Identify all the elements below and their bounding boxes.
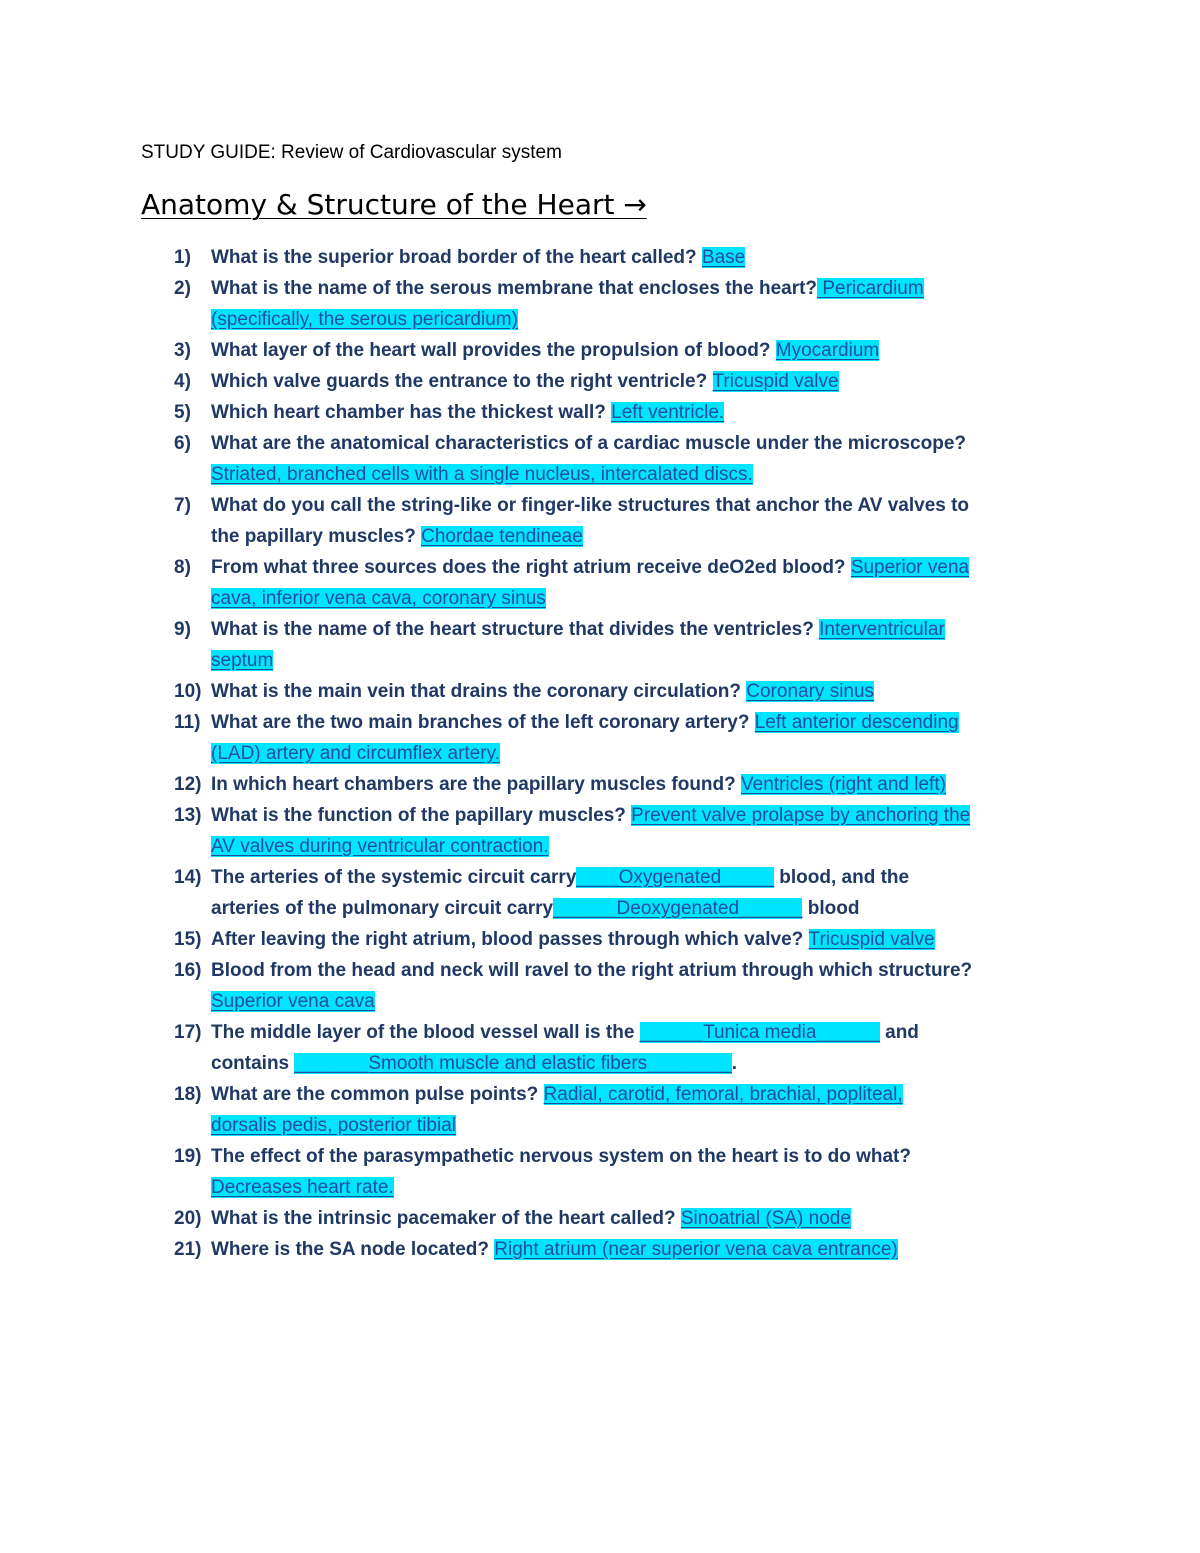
question-number: 5) xyxy=(174,402,191,423)
question-text: What is the name of the serous membrane that encloses the heart? xyxy=(211,278,818,299)
question-continuation xyxy=(211,583,546,614)
question-continuation xyxy=(211,1172,394,1203)
question-text: . xyxy=(731,1053,737,1074)
question-text: The effect of the parasympathetic nervous system on the heart is to do what? xyxy=(211,1146,911,1167)
question-number: 18) xyxy=(174,1084,202,1105)
question-number: 19) xyxy=(174,1146,202,1167)
question-item xyxy=(211,676,874,707)
question-item xyxy=(211,552,969,583)
question-number: 21) xyxy=(174,1239,202,1260)
question-continuation xyxy=(211,304,518,335)
question-text: What is the name of the heart structure that divides the ventricles? xyxy=(211,619,820,640)
question-text: What is the intrinsic pacemaker of the heart called? xyxy=(211,1208,681,1229)
question-item xyxy=(211,1203,851,1234)
question-text: and xyxy=(879,1022,919,1043)
question-text: blood xyxy=(802,898,860,919)
question-text: What do you call the string-like or finger-like structures that anchor the AV valves to xyxy=(211,495,970,516)
question-number: 14) xyxy=(174,867,202,888)
question-text: Which valve guards the entrance to the right ventricle? xyxy=(211,371,713,392)
answer-text: Ventricles (right and left) xyxy=(741,774,946,795)
answer-blank: ____ xyxy=(576,867,619,888)
question-text: The arteries of the systemic circuit carry xyxy=(211,867,577,888)
answer-text: cava, inferior vena cava, coronary sinus xyxy=(211,588,546,609)
question-text: In which heart chambers are the papillary muscles found? xyxy=(211,774,742,795)
question-number: 3) xyxy=(174,340,191,361)
question-item xyxy=(211,335,879,366)
question-item xyxy=(211,924,935,955)
question-number: 17) xyxy=(174,1022,202,1043)
answer-text: Smooth muscle and elastic fibers xyxy=(368,1053,648,1074)
question-text: blood, and the xyxy=(773,867,910,888)
question-continuation xyxy=(211,645,273,676)
question-number: 20) xyxy=(174,1208,202,1229)
question-text: the papillary muscles? xyxy=(211,526,422,547)
question-item xyxy=(211,614,945,645)
question-continuation xyxy=(211,521,583,552)
question-number: 16) xyxy=(174,960,202,981)
question-item xyxy=(211,242,745,273)
section-heading: Anatomy & Structure of the Heart → xyxy=(141,188,647,221)
question-number: 12) xyxy=(174,774,202,795)
question-number: 8) xyxy=(174,557,191,578)
question-continuation xyxy=(211,831,549,862)
question-text: The middle layer of the blood vessel wall is the xyxy=(211,1022,640,1043)
answer-blank: _______ xyxy=(294,1053,369,1074)
question-text: After leaving the right atrium, blood passes through which valve? xyxy=(211,929,809,950)
answer-text: Decreases heart rate. xyxy=(211,1177,394,1198)
question-continuation xyxy=(211,986,375,1017)
question-text: What layer of the heart wall provides the propulsion of blood? xyxy=(211,340,776,361)
answer-blank: ________ xyxy=(647,1053,732,1074)
answer-text: Pericardium xyxy=(817,278,924,299)
question-text: contains xyxy=(211,1053,295,1074)
answer-text: Radial, carotid, femoral, brachial, popliteal, xyxy=(543,1084,903,1105)
question-item xyxy=(211,955,972,986)
answer-text: (specifically, the serous pericardium) xyxy=(211,309,518,330)
answer-text: Myocardium xyxy=(775,340,880,361)
answer-text: (LAD) artery and circumflex artery. xyxy=(211,743,500,764)
question-number: 15) xyxy=(174,929,202,950)
answer-text: Superior vena xyxy=(850,557,970,578)
question-number: 11) xyxy=(174,712,201,733)
answer-text: Superior vena cava xyxy=(211,991,375,1012)
answer-text: Deoxygenated xyxy=(616,898,740,919)
answer-blank: ______ xyxy=(553,898,617,919)
question-text: What is the superior broad border of the heart called? xyxy=(211,247,702,268)
answer-text: Tricuspid valve xyxy=(712,371,839,392)
answer-text: Coronary sinus xyxy=(746,681,875,702)
answer-text: Tunica media xyxy=(703,1022,817,1043)
answer-text: Right atrium (near superior vena cava entrance) xyxy=(494,1239,898,1260)
question-continuation xyxy=(211,738,500,769)
answer-text: Sinoatrial (SA) node xyxy=(680,1208,851,1229)
question-text: What is the function of the papillary muscles? xyxy=(211,805,632,826)
question-text: What are the two main branches of the left coronary artery? xyxy=(211,712,755,733)
question-item xyxy=(211,428,966,459)
question-item xyxy=(211,366,839,397)
question-item xyxy=(211,862,909,893)
question-number: 6) xyxy=(174,433,191,454)
answer-text: septum xyxy=(211,650,274,671)
answer-blank: ______ xyxy=(739,898,803,919)
question-text: Where is the SA node located? xyxy=(211,1239,495,1260)
question-item xyxy=(211,397,724,428)
answer-blank: ______ xyxy=(639,1022,704,1043)
answer-text: Left anterior descending xyxy=(754,712,959,733)
answer-text: AV valves during ventricular contraction. xyxy=(211,836,549,857)
question-number: 13) xyxy=(174,805,202,826)
question-number: 7) xyxy=(174,495,191,516)
answer-text: dorsalis pedis, posterior tibial xyxy=(211,1115,457,1136)
answer-text: Prevent valve prolapse by anchoring the xyxy=(631,805,971,826)
question-text: What is the main vein that drains the coronary circulation? xyxy=(211,681,747,702)
question-text: From what three sources does the right atrium receive deO2ed blood? xyxy=(211,557,851,578)
question-item xyxy=(211,1234,898,1265)
question-number: 4) xyxy=(174,371,191,392)
answer-text: Chordae tendineae xyxy=(421,526,583,547)
question-item xyxy=(211,1017,919,1048)
answer-text: Oxygenated xyxy=(618,867,722,888)
answer-text: Base xyxy=(701,247,746,268)
question-text: What are the common pulse points? xyxy=(211,1084,544,1105)
question-text: What are the anatomical characteristics of a cardiac muscle under the microscope? xyxy=(211,433,966,454)
question-text: arteries of the pulmonary circuit carry xyxy=(211,898,554,919)
question-number: 2) xyxy=(174,278,191,299)
question-continuation xyxy=(211,459,753,490)
question-text: Blood from the head and neck will ravel to the right atrium through which structure? xyxy=(211,960,973,981)
answer-text: Tricuspid valve xyxy=(808,929,935,950)
question-item xyxy=(211,800,970,831)
question-number: 1) xyxy=(174,247,191,268)
question-continuation xyxy=(211,1048,737,1079)
question-item xyxy=(211,1079,903,1110)
question-continuation xyxy=(211,1110,456,1141)
question-item xyxy=(211,769,946,800)
answer-text: Striated, branched cells with a single nucleus, intercalated discs. xyxy=(211,464,753,485)
answer-text: Interventricular xyxy=(819,619,945,640)
question-number: 10) xyxy=(174,681,202,702)
question-item xyxy=(211,490,969,521)
question-continuation xyxy=(211,893,859,924)
question-item xyxy=(211,273,924,304)
answer-blank: _____ xyxy=(721,867,774,888)
answer-text: Left ventricle. xyxy=(611,402,725,423)
study-guide-title: STUDY GUIDE: Review of Cardiovascular system xyxy=(141,142,562,163)
question-item xyxy=(211,1141,911,1172)
question-number: 9) xyxy=(174,619,191,640)
answer-blank: ______ xyxy=(816,1022,880,1043)
question-item xyxy=(211,707,959,738)
question-text: Which heart chamber has the thickest wall? xyxy=(211,402,612,423)
